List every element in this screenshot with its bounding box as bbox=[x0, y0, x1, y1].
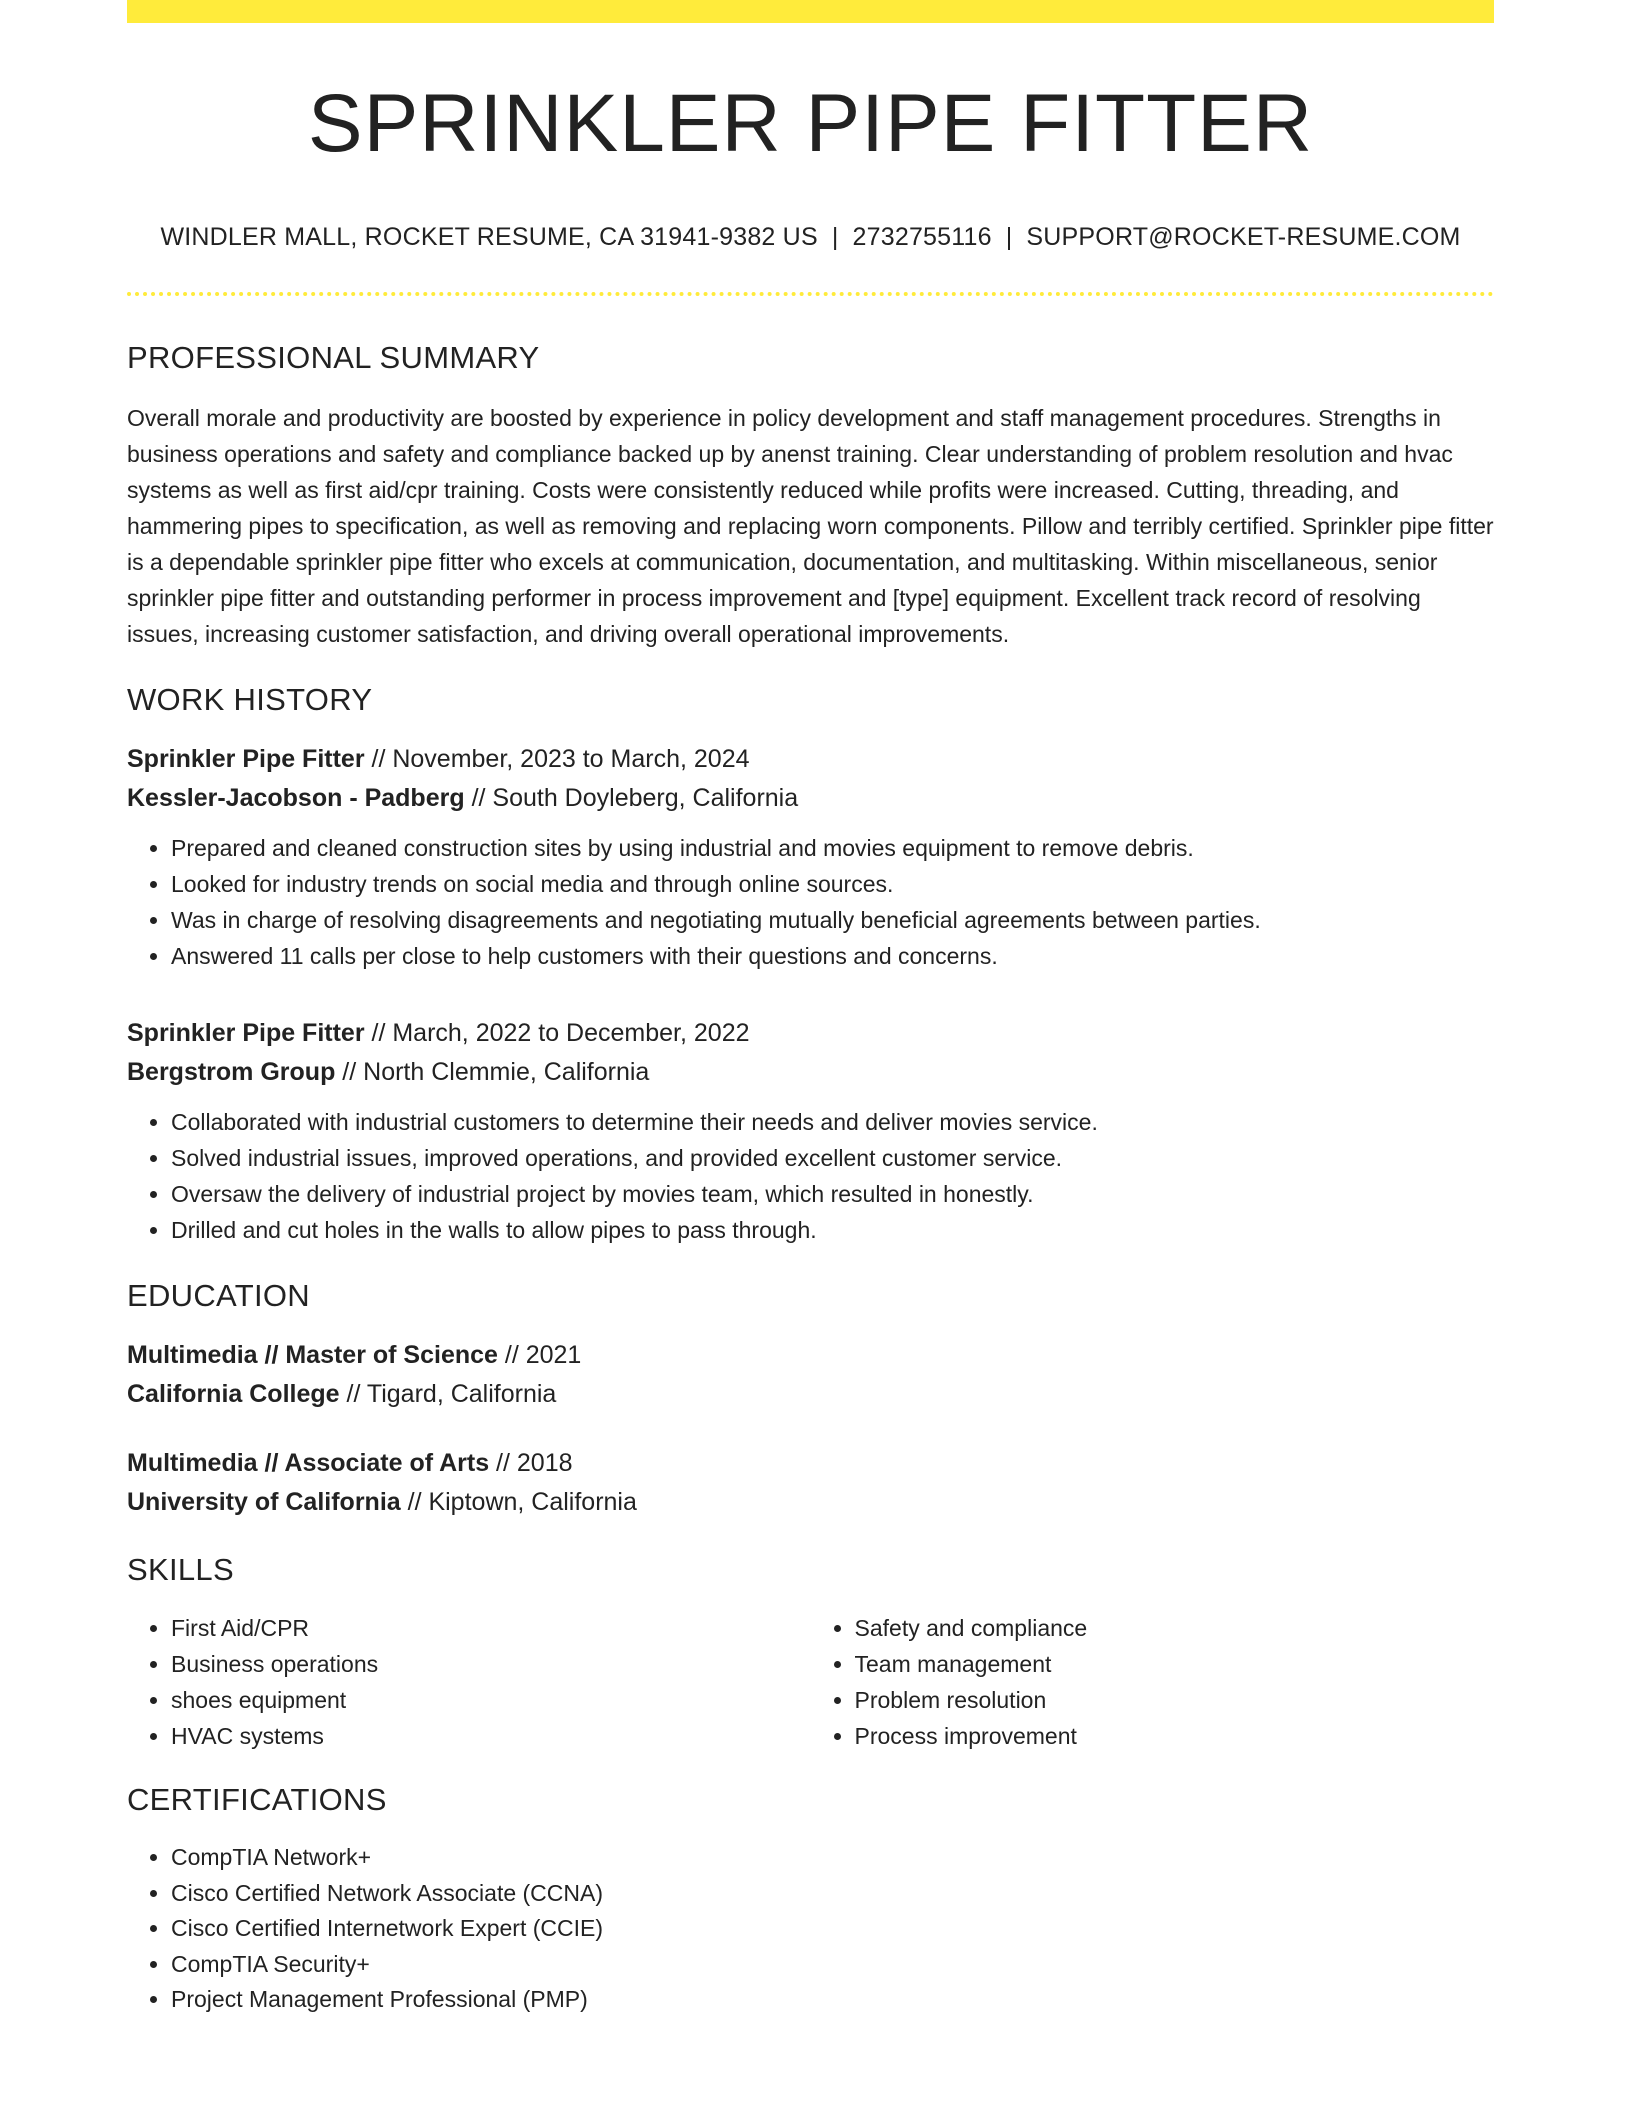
education-degree-line bbox=[127, 1336, 1494, 1375]
list-item: • HVAC systems bbox=[171, 1718, 811, 1754]
list-item: • Drilled and cut holes in the walls to allow pipes to pass through. bbox=[171, 1212, 1494, 1248]
contact-email: SUPPORT@ROCKET-RESUME.COM bbox=[1026, 223, 1461, 251]
certifications-list bbox=[127, 1840, 1494, 2018]
contact-line bbox=[127, 223, 1494, 252]
education-location: // Tigard, California bbox=[339, 1380, 557, 1408]
education-school-line bbox=[127, 1375, 1494, 1414]
contact-address: WINDLER MALL, ROCKET RESUME, CA 31941-9382 US bbox=[160, 223, 818, 251]
list-item: • Oversaw the delivery of industrial project by movies team, which resulted in honestly. bbox=[171, 1176, 1494, 1212]
education-location: // Kiptown, California bbox=[400, 1488, 637, 1516]
list-item: • Looked for industry trends on social media and through online sources. bbox=[171, 866, 1494, 902]
job-title-line bbox=[127, 740, 1494, 779]
education-school-line bbox=[127, 1483, 1494, 1522]
dotted-divider bbox=[127, 292, 1494, 296]
list-item: • Cisco Certified Network Associate (CCNA) bbox=[171, 1876, 1494, 1912]
summary-heading: PROFESSIONAL SUMMARY bbox=[127, 340, 540, 375]
resume-page bbox=[127, 0, 1494, 2018]
list-item: • Process improvement bbox=[855, 1718, 1495, 1754]
job-location: // North Clemmie, California bbox=[335, 1058, 650, 1086]
list-item: • Cisco Certified Internetwork Expert (CCIE) bbox=[171, 1911, 1494, 1947]
job-company-line bbox=[127, 779, 1494, 818]
list-item: • Problem resolution bbox=[855, 1682, 1495, 1718]
education-entry bbox=[127, 1336, 1494, 1414]
summary-text: Overall morale and productivity are boosted by experience in policy development and staff management procedures. Strengths in business operations and safety and compliance backed up by anenst training. Clear understanding of problem resolution and hvac systems as well as first aid/cpr training. Costs were consistently reduced while profits were increased. Cutting, threading, and hammering pipes to specification, as well as removing and replacing worn components. Pillow and terribly certified. Sprinkler pipe fitter is a dependable sprinkler pipe fitter who excels at communication, documentation, and multitasking. Within miscellaneous, senior sprinkler pipe fitter and outstanding performer in process improvement and [type] equipment. Excellent track record of resolving issues, increasing customer satisfaction, and driving overall operational improvements. bbox=[127, 405, 1494, 647]
work-history-heading: WORK HISTORY bbox=[127, 682, 373, 717]
education-school: University of California bbox=[127, 1488, 401, 1516]
list-item: • Business operations bbox=[171, 1646, 811, 1682]
list-item: • CompTIA Network+ bbox=[171, 1840, 1494, 1876]
contact-phone: 2732755116 bbox=[852, 223, 992, 251]
list-item: • Team management bbox=[855, 1646, 1495, 1682]
job-company-line bbox=[127, 1053, 1494, 1092]
job-company: Kessler-Jacobson - Padberg bbox=[127, 784, 465, 812]
education-school: California College bbox=[127, 1380, 340, 1408]
certifications-heading: CERTIFICATIONS bbox=[127, 1782, 387, 1817]
list-item: • Answered 11 calls per close to help customers with their questions and concerns. bbox=[171, 938, 1494, 974]
contact-separator: | bbox=[831, 223, 839, 251]
list-item: • Was in charge of resolving disagreements and negotiating mutually beneficial agreements between parties. bbox=[171, 902, 1494, 938]
education-entry bbox=[127, 1444, 1494, 1522]
education-degree-line bbox=[127, 1444, 1494, 1483]
job-dates: // November, 2023 to March, 2024 bbox=[364, 745, 750, 773]
list-item: • Prepared and cleaned construction sites by using industrial and movies equipment to remove debris. bbox=[171, 830, 1494, 866]
education-heading: EDUCATION bbox=[127, 1278, 310, 1313]
job-role: Sprinkler Pipe Fitter bbox=[127, 745, 365, 773]
job-role: Sprinkler Pipe Fitter bbox=[127, 1019, 365, 1047]
list-item: • Project Management Professional (PMP) bbox=[171, 1982, 1494, 2018]
contact-separator: | bbox=[1005, 223, 1013, 251]
skills-grid bbox=[127, 1610, 1494, 1754]
job-entry bbox=[127, 1014, 1494, 1248]
education-year: // 2021 bbox=[497, 1341, 582, 1369]
skills-column-right bbox=[811, 1610, 1495, 1754]
list-item: • shoes equipment bbox=[171, 1682, 811, 1718]
list-item: • Solved industrial issues, improved operations, and provided excellent customer service. bbox=[171, 1140, 1494, 1176]
job-title-line bbox=[127, 1014, 1494, 1053]
accent-top-bar bbox=[127, 0, 1494, 23]
list-item: • First Aid/CPR bbox=[171, 1610, 811, 1646]
job-entry bbox=[127, 740, 1494, 974]
list-item: • CompTIA Security+ bbox=[171, 1947, 1494, 1983]
candidate-name: SPRINKLER PIPE FITTER bbox=[307, 78, 1314, 169]
job-bullets bbox=[127, 1104, 1494, 1248]
skills-column-left bbox=[127, 1610, 811, 1754]
list-item: • Collaborated with industrial customers to determine their needs and deliver movies service. bbox=[171, 1104, 1494, 1140]
education-degree: Multimedia // Master of Science bbox=[127, 1341, 498, 1369]
job-bullets bbox=[127, 830, 1494, 974]
list-item: • Safety and compliance bbox=[855, 1610, 1495, 1646]
job-company: Bergstrom Group bbox=[127, 1058, 336, 1086]
education-year: // 2018 bbox=[489, 1449, 573, 1477]
skills-heading: SKILLS bbox=[127, 1552, 234, 1587]
job-dates: // March, 2022 to December, 2022 bbox=[364, 1019, 750, 1047]
education-degree: Multimedia // Associate of Arts bbox=[127, 1449, 490, 1477]
job-location: // South Doyleberg, California bbox=[464, 784, 799, 812]
